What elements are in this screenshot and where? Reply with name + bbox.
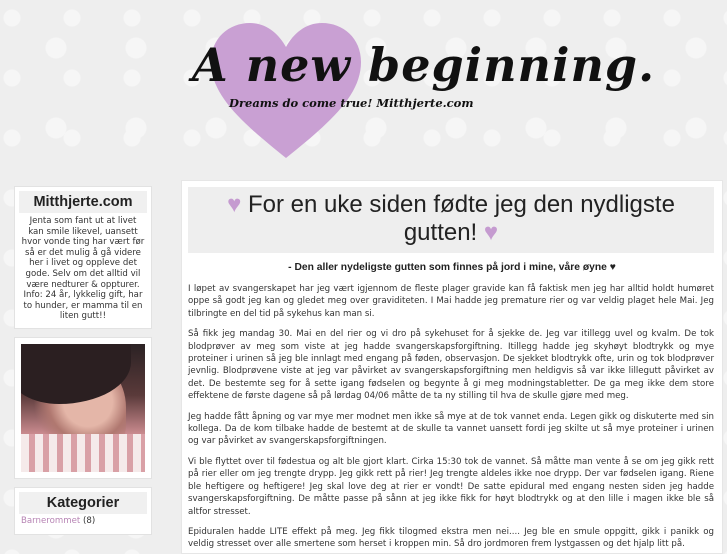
post-paragraph: Epiduralen hadde LITE effekt på meg. Jeg fikk tilogmed ekstra men nei.... Jeg ble en smule oppgitt, gikk i panikk og veldig stresset over alle smertene som herset i kroppen min. Så dro jordmoren frem lystgassen og det hjalp litt på. bbox=[188, 526, 714, 550]
post-content bbox=[181, 180, 723, 554]
post-paragraph: Vi ble flyttet over til fødestua og alt ble gjort klart. Cirka 15:30 tok de vannet. Så måtte man vente å se om jeg gikk rett på rier eller om jeg trengte drypp. Jeg gikk rett på rier! Jeg trengte aldeles ikke noe drypp. Der var fødselen igang. Riene ble heftigere og heftigere! Jeg skal love deg at rier er vondt! De satte epidural med engang nesten siden jeg hadde svangerskapsforgiftning. De måtte passe på sånn at jeg ikke fikk for høyt blodtrykk og at den lille i magen ikke ble så altfor stresset. bbox=[188, 456, 714, 517]
post-paragraph: Så fikk jeg mandag 30. Mai en del rier og vi dro på sykehuset for å sjekke de. Jeg var itillegg uvel og kvalm. De tok blodprøver av meg som viste at jeg hadde svangerskapsforgiftning. Itillegg hadde jeg skyhøyt blodtrykk og mye proteiner i urinen så jeg ble innlagt med engang på føden, observasjon. De sjekket blodtrykk ofte, urin og tok blodprøver jevnlig. Blodprøvene viste at jeg var påvirket av svangerskapsforgiftning men heldigvis så var ikke lillegutt påvirket av det. De bestemte seg for å sette igang fødselen og begynte å gi meg modningstabletter. De ga meg ikke dem store effektene de første dagene så på lørdag 04/06 måtte de ta ny stilling til hva de skulle gjøre med meg. bbox=[188, 329, 714, 402]
about-text: Jenta som fant ut at livet kan smile likevel, uansett hvor vonde ting har vært før så er det mulig å gå videre her i livet og oppleve det gode. Selv om det alltid vil være nedturer & oppturer. Info: 24 år, lykkelig gift, har to hunder, er mamma til en liten gutt!! bbox=[21, 216, 145, 322]
heart-left-icon: ♥ bbox=[227, 191, 242, 218]
blog-subtitle: Dreams do come true! Mitthjerte.com bbox=[229, 96, 474, 110]
about-title: Mitthjerte.com bbox=[19, 191, 147, 213]
categories-title: Kategorier bbox=[19, 492, 147, 514]
profile-photo-box bbox=[14, 337, 152, 479]
category-count: (8) bbox=[83, 515, 96, 526]
blog-title[interactable]: A new beginning. bbox=[192, 38, 656, 92]
categories-box bbox=[14, 487, 152, 535]
post-body bbox=[182, 283, 722, 551]
post-paragraph: I løpet av svangerskapet har jeg vært igjennom de fleste plager gravide kan få faktisk men jeg har alltid holdt humøret oppe så godt jeg kan og gledet meg over graviditeten. I Mai hadde jeg premature rier og var veldig plaget hele Mai. Jeg tilbringte en del tid på sykehus kan man si. bbox=[188, 284, 714, 319]
post-subtitle: - Den aller nydeligste gutten som finnes på jord i mine, våre øyne ♥ bbox=[288, 262, 616, 273]
category-label[interactable]: Barnerommet bbox=[21, 515, 81, 526]
post-title-bar bbox=[188, 187, 714, 253]
heart-right-icon: ♥ bbox=[483, 219, 499, 246]
sidebar bbox=[14, 186, 152, 543]
post-paragraph: Jeg hadde fått åpning og var mye mer modnet men ikke så mye at de tok vannet enda. Legen gikk og diskuterte med sin kollega. Da de kom tilbake hadde de bestemt at de skulle ta vannet uansett fordi jeg skilte ut så mye proteiner i urinen og var påvirket av svangerskapsforgiftningen. bbox=[188, 411, 714, 447]
category-link-barnerommet[interactable] bbox=[19, 514, 147, 528]
post-title-text[interactable]: For en uke siden fødte jeg den nydligste gutten! bbox=[247, 191, 675, 246]
blog-header bbox=[0, 0, 727, 180]
post-title[interactable] bbox=[194, 191, 708, 247]
profile-photo bbox=[21, 344, 145, 472]
about-box bbox=[14, 186, 152, 329]
